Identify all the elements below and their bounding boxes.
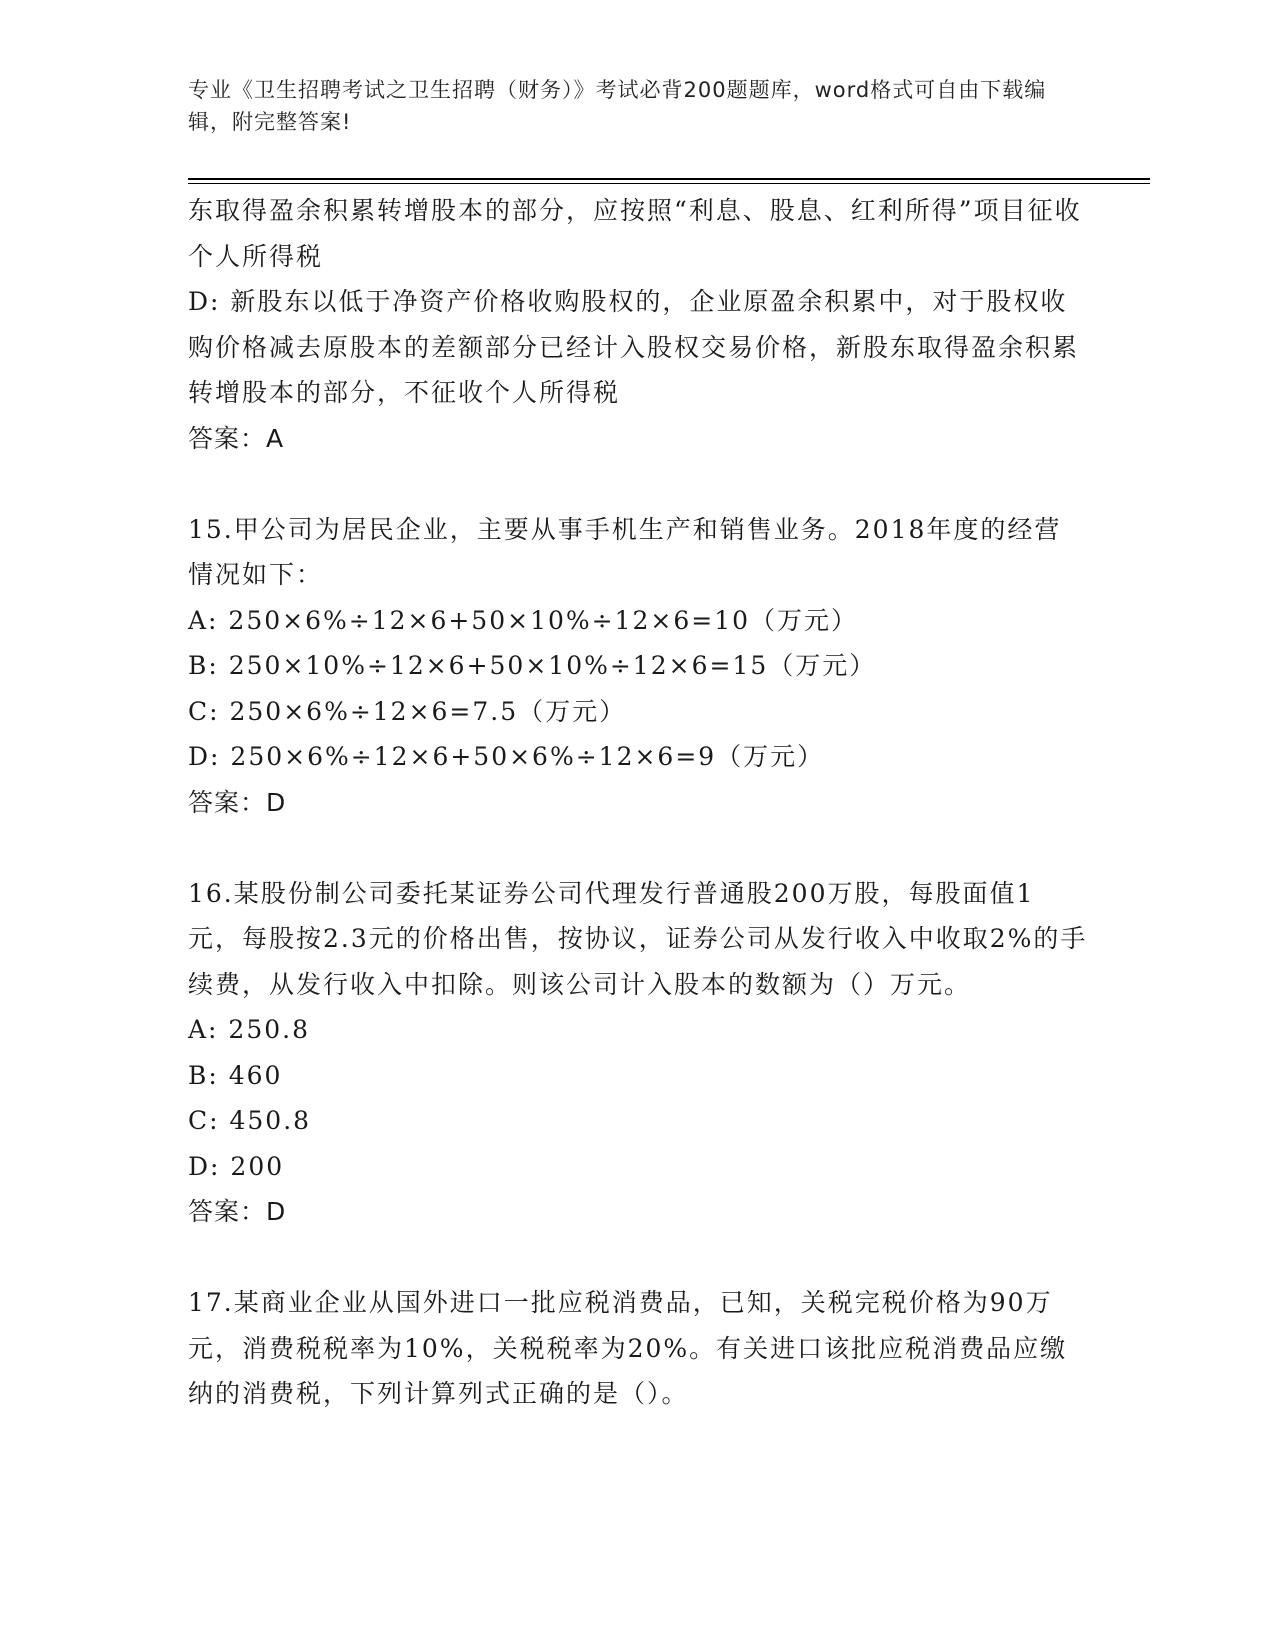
page-header: 专业《卫生招聘考试之卫生招聘（财务）》考试必背200题题库，word格式可自由下载编辑，附完整答案!	[188, 78, 1047, 134]
option-d: D: 200	[188, 1151, 285, 1181]
option-b: B: 460	[188, 1060, 283, 1090]
option-c: C: 450.8	[188, 1106, 312, 1135]
option-d: D: 新股东以低于净资产价格收购股权的，企业原盈余积累中，对于股权收购价格减去原股本的差额部分已经计入股权交易价格，新股东取得盈余积累转增股本的部分，不征收个人所得税	[188, 287, 1080, 407]
option-a: A: 250.8	[188, 1015, 310, 1044]
spacer	[188, 825, 1088, 871]
question-stem-15: 15.甲公司为居民企业，主要从事手机生产和销售业务。2018年度的经营情况如下：	[188, 514, 1062, 589]
document-body	[188, 188, 1088, 1417]
option-d: D: 250×6%÷12×6+50×6%÷12×6=9（万元）	[188, 742, 825, 771]
option-a: A: 250×6%÷12×6+50×10%÷12×6=10（万元）	[188, 605, 859, 635]
question-stem-16: 16.某股份制公司委托某证券公司代理发行普通股200万股，每股面值1元，每股按2.3元的价格出售，按协议，证券公司从发行收入中收取2%的手续费，从发行收入中扣除。则该公司计入股本的数额为（）万元。	[188, 878, 1088, 999]
spacer	[188, 461, 1088, 507]
header-divider-thin	[188, 183, 1150, 184]
header-divider-thick	[188, 178, 1150, 180]
option-c: C: 250×6%÷12×6=7.5（万元）	[188, 696, 627, 726]
spacer	[188, 1235, 1088, 1281]
answer-line: 答案：D	[188, 787, 287, 817]
answer-line: 答案：D	[188, 1197, 287, 1226]
answer-line: 答案：A	[188, 423, 285, 453]
option-b: B: 250×10%÷12×6+50×10%÷12×6=15（万元）	[188, 651, 877, 680]
continued-text: 东取得盈余积累转增股本的部分，应按照“利息、股息、红利所得”项目征收个人所得税	[188, 196, 1082, 271]
question-stem-17: 17.某商业企业从国外进口一批应税消费品，已知，关税完税价格为90万元，消费税税率为10%，关税税率为20%。有关进口该批应税消费品应缴纳的消费税，下列计算列式正确的是（）。	[188, 1288, 1068, 1408]
